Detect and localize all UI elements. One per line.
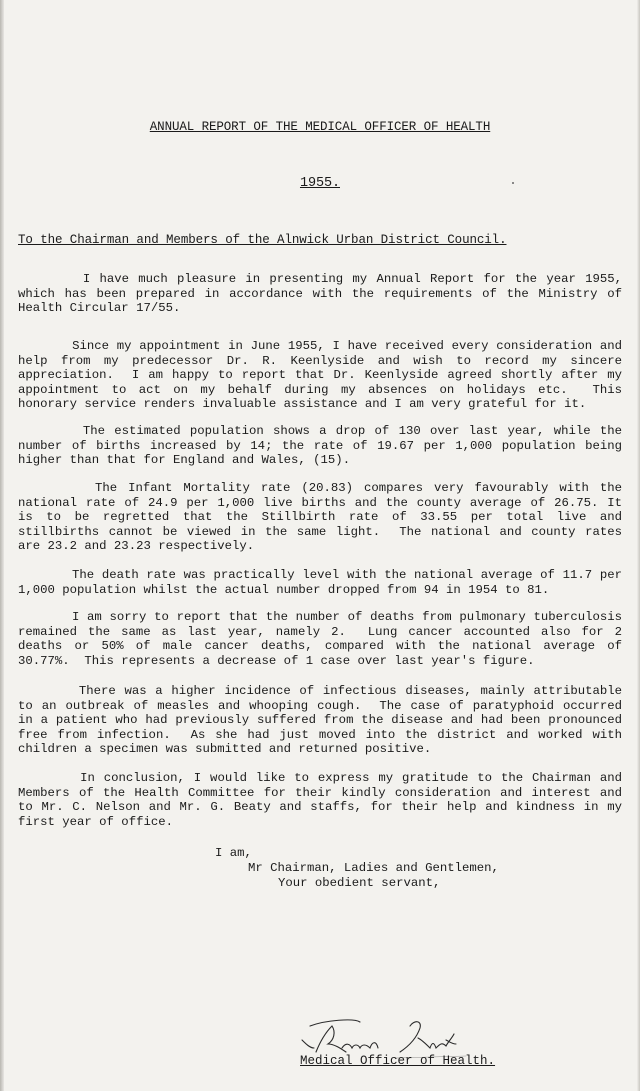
page-edge-shadow: [0, 0, 4, 1091]
report-title: ANNUAL REPORT OF THE MEDICAL OFFICER OF HEALTH: [149, 120, 491, 134]
paragraph-1: I have much pleasure in presenting my Annual Report for the year 1955, which has been prepared in accordance with the requirements of the Ministry of Health Circular 17/55.: [18, 272, 630, 316]
paragraph-2: Since my appointment in June 1955, I have received every consideration and help from my predecessor Dr. R. Keenlyside and wish to record my sincere appreciation. I am happy to report that Dr. Keenlyside agreed shortly after my appointment to act on my behalf during my absences on holidays etc. This honorary service renders invaluable assistance and I am very grateful for it.: [18, 339, 630, 412]
paragraph-8: In conclusion, I would like to express my gratitude to the Chairman and Members of the Health Committee for their kindly consideration and interest and to Mr. C. Nelson and Mr. G. Beaty and staffs, for their help and kindness in my first year of office.: [18, 771, 630, 829]
paragraph-6: I am sorry to report that the number of deaths from pulmonary tuberculosis remained the same as last year, namely 2. Lung cancer accounted also for 2 deaths or 50% of male cancer deaths, compared with the national average of 30.77%. This represents a decrease of 1 case over last year's figure.: [18, 610, 630, 668]
paragraph-4: The Infant Mortality rate (20.83) compares very favourably with the national rate of 24.9 per 1,000 live births and the county average of 26.75. It is to be regretted that the Stillbirth rate of 33.55 per total live and stillbirths cannot be viewed in the same light. The national and county rates are 23.2 and 23.23 respectively.: [18, 481, 630, 554]
salutation-address: To the Chairman and Members of the Alnwick Urban District Council.: [18, 233, 507, 247]
paragraph-3: The estimated population shows a drop of 130 over last year, while the number of births increased by 14; the rate of 19.67 per 1,000 population being higher than that for England and Wales, (15).: [18, 424, 630, 468]
paragraph-7: There was a higher incidence of infectious diseases, mainly attributable to an outbreak of measles and whooping cough. The case of paratyphoid occurred in a patient who had previously suffered from the disease and had been pronounced free from infection. As she had just moved into the district and worked with children a specimen was submitted and returned positive.: [18, 684, 630, 757]
closing-i-am: I am,: [215, 846, 252, 860]
paragraph-5: The death rate was practically level with the national average of 11.7 per 1,000 population whilst the actual number dropped from 94 in 1954 to 81.: [18, 568, 630, 597]
closing-servant: Your obedient servant,: [278, 876, 441, 890]
report-year: 1955.: [299, 176, 340, 191]
closing-salutation: Mr Chairman, Ladies and Gentlemen,: [248, 861, 499, 875]
signature-title: Medical Officer of Health.: [300, 1054, 496, 1068]
